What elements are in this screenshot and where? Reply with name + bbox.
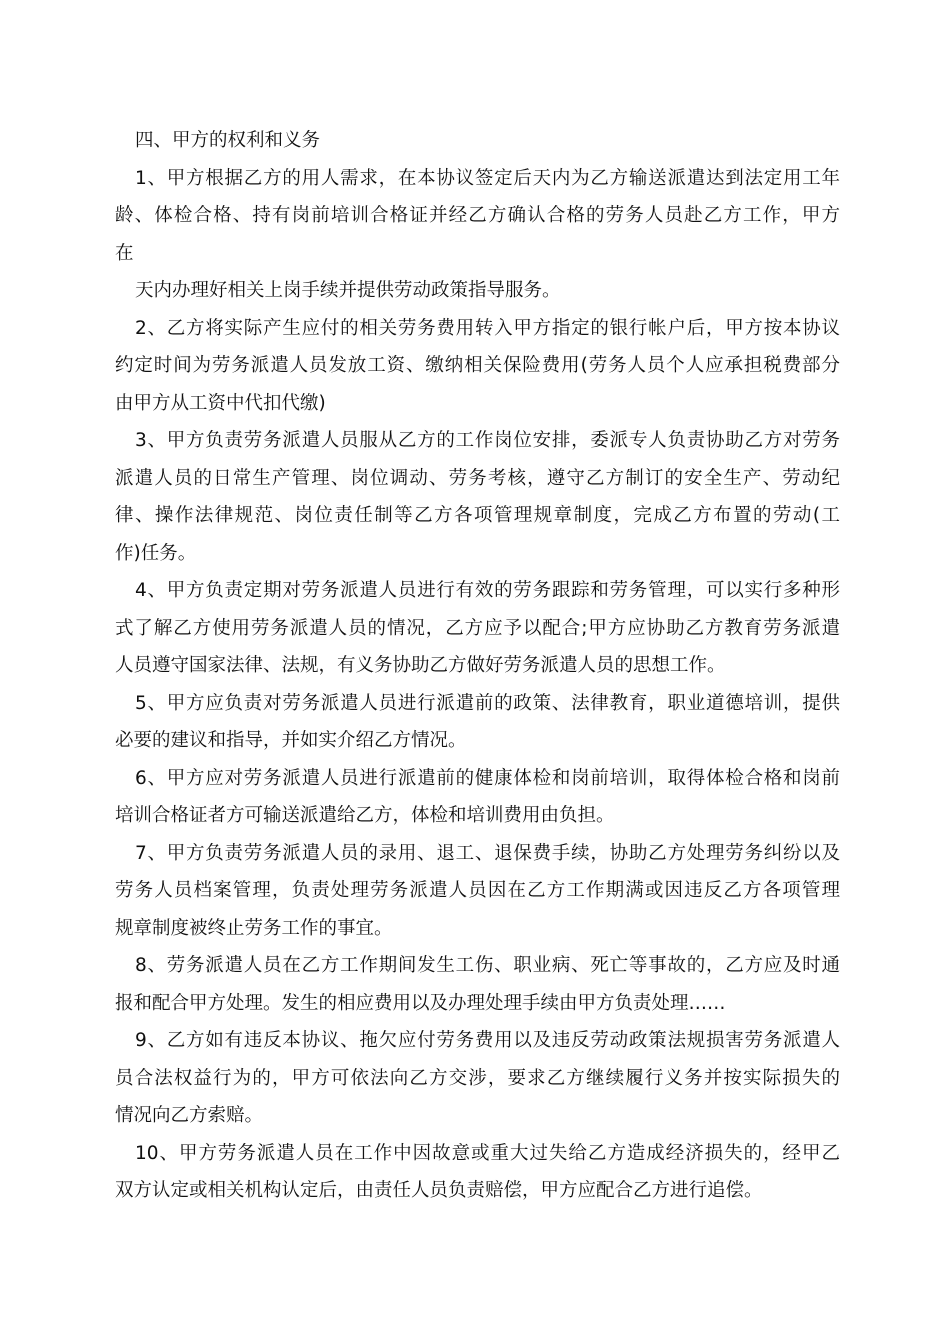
text-line: 龄、体检合格、持有岗前培训合格证并经乙方确认合格的劳务人员赴乙方工作，甲方 xyxy=(115,205,840,226)
text-line: 6、甲方应对劳务派遣人员进行派遣前的健康体检和岗前培训，取得体检合格和岗前 xyxy=(135,767,840,789)
text-line: 2、乙方将实际产生应付的相关劳务费用转入甲方指定的银行帐户后，甲方按本协议 xyxy=(135,317,840,339)
text-line: 情况向乙方索赔。 xyxy=(115,1105,264,1126)
document-body xyxy=(115,122,840,1210)
text-line: 由甲方从工资中代扣代缴) xyxy=(115,392,326,414)
text-line: 4、甲方负责定期对劳务派遣人员进行有效的劳务跟踪和劳务管理，可以实行多种形 xyxy=(135,580,840,601)
text-line: 培训合格证者方可输送派遣给乙方，体检和培训费用由负担。 xyxy=(115,805,615,826)
text-line: 人员遵守国家法律、法规，有义务协助乙方做好劳务派遣人员的思想工作。 xyxy=(115,655,726,676)
text-line: 10、甲方劳务派遣人员在工作中因故意或重大过失给乙方造成经济损失的，经甲乙 xyxy=(135,1142,840,1164)
text-line: 派遣人员的日常生产管理、岗位调动、劳务考核，遵守乙方制订的安全生产、劳动纪 xyxy=(115,467,840,489)
text-line: 在 xyxy=(115,242,134,264)
text-line: 四、甲方的权利和义务 xyxy=(135,130,321,151)
text-line: 员合法权益行为的，甲方可依法向乙方交涉，要求乙方继续履行义务并按实际损失的 xyxy=(115,1067,840,1089)
text-line: 作)任务。 xyxy=(115,542,197,564)
text-line: 规章制度被终止劳务工作的事宜。 xyxy=(115,917,393,939)
text-line: 式了解乙方使用劳务派遣人员的情况，乙方应予以配合;甲方应协助乙方教育劳务派遣 xyxy=(115,617,840,639)
text-line: 9、乙方如有违反本协议、拖欠应付劳务费用以及违反劳动政策法规损害劳务派遣人 xyxy=(135,1030,840,1051)
text-line: 1、甲方根据乙方的用人需求，在本协议签定后天内为乙方输送派遣达到法定用工年 xyxy=(135,167,840,189)
text-line: 报和配合甲方处理。发生的相应费用以及办理处理手续由甲方负责处理…… xyxy=(115,992,726,1014)
text-line: 天内办理好相关上岗手续并提供劳动政策指导服务。 xyxy=(135,280,561,301)
text-line: 劳务人员档案管理，负责处理劳务派遣人员因在乙方工作期满或因违反乙方各项管理 xyxy=(115,880,840,901)
text-line: 3、甲方负责劳务派遣人员服从乙方的工作岗位安排，委派专人负责协助乙方对劳务 xyxy=(135,430,840,451)
text-line: 7、甲方负责劳务派遣人员的录用、退工、退保费手续，协助乙方处理劳务纠纷以及 xyxy=(135,842,840,864)
text-line: 必要的建议和指导，并如实介绍乙方情况。 xyxy=(115,730,467,751)
text-line: 双方认定或相关机构认定后，由责任人员负责赔偿，甲方应配合乙方进行追偿。 xyxy=(115,1180,763,1201)
text-line: 约定时间为劳务派遣人员发放工资、缴纳相关保险费用(劳务人员个人应承担税费部分 xyxy=(115,355,840,376)
text-line: 5、甲方应负责对劳务派遣人员进行派遣前的政策、法律教育，职业道德培训，提供 xyxy=(135,692,840,714)
text-line: 律、操作法律规范、岗位责任制等乙方各项管理规章制度，完成乙方布置的劳动(工 xyxy=(115,505,840,526)
text-line: 8、劳务派遣人员在乙方工作期间发生工伤、职业病、死亡等事故的，乙方应及时通 xyxy=(135,955,840,976)
